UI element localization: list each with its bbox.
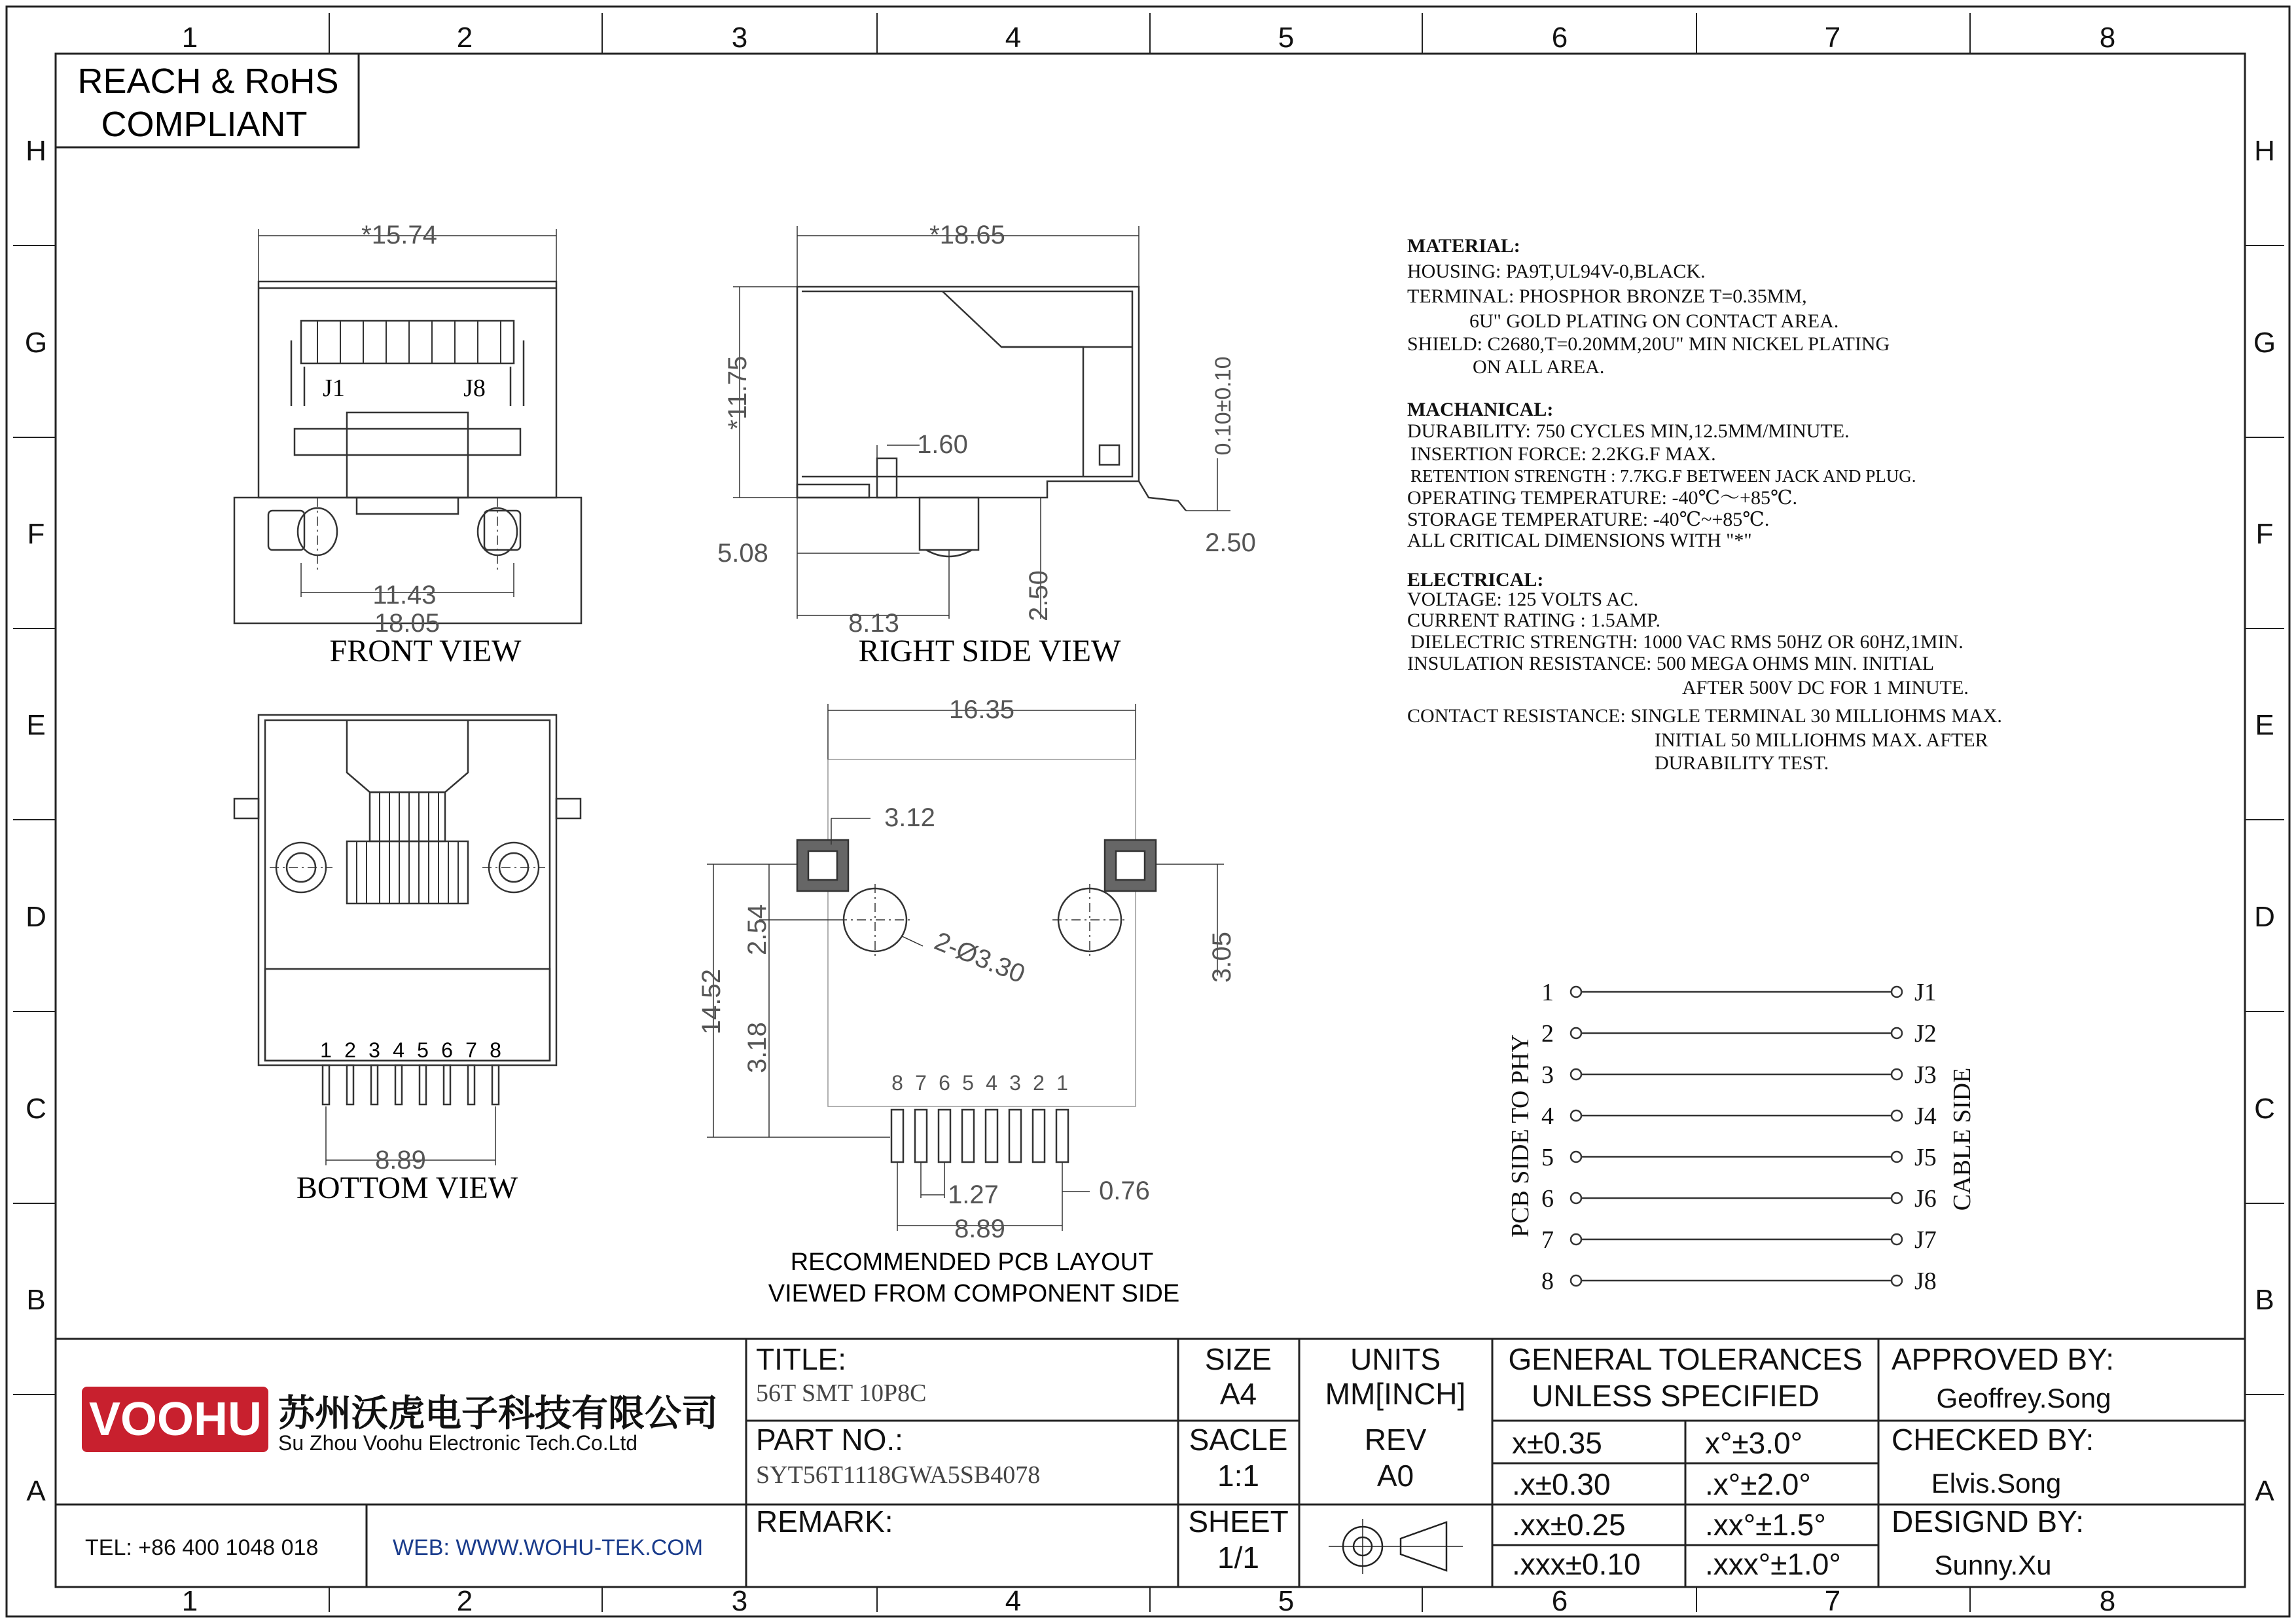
approved-label: APPROVED BY: <box>1892 1342 2115 1376</box>
bottom-pin-numbers <box>320 1038 501 1062</box>
checked-label: CHECKED BY: <box>1892 1423 2094 1457</box>
col-label-bottom: 2 <box>456 1585 473 1617</box>
col-label-bottom: 6 <box>1551 1585 1568 1617</box>
pcb-pad-span-dim: 8.89 <box>954 1214 1005 1243</box>
electrical-title: ELECTRICAL: <box>1407 569 1544 591</box>
scale-value: 1:1 <box>1217 1459 1259 1493</box>
wire-right-label: J7 <box>1914 1226 1937 1254</box>
bottom-pin-number: 3 <box>368 1038 380 1062</box>
wire-right-label: J6 <box>1914 1185 1937 1213</box>
right-post-len-dim: 2.50 <box>1024 570 1053 621</box>
pcb-label-line1: RECOMMENDED PCB LAYOUT <box>790 1249 1154 1276</box>
col-label-top: 2 <box>456 22 473 54</box>
right-post-pos-dim: 8.13 <box>848 609 899 638</box>
front-width-top-dim: *15.74 <box>361 221 437 249</box>
front-view-label: FRONT VIEW <box>329 634 522 668</box>
tolerance-linear: .x±0.30 <box>1512 1467 1611 1501</box>
tolerance-angular: .xx°±1.5° <box>1705 1508 1826 1542</box>
pcb-pad-offset-dim: 3.12 <box>884 803 935 832</box>
wire-left-number: 1 <box>1541 979 1554 1006</box>
bottom-pin-number: 2 <box>344 1038 356 1062</box>
tolerance-linear: .xx±0.25 <box>1512 1508 1626 1542</box>
units-value: MM[INCH] <box>1325 1377 1466 1411</box>
wire-right-label: J4 <box>1914 1103 1937 1130</box>
material-line: HOUSING: PA9T,UL94V-0,BLACK. <box>1407 261 1706 282</box>
pcb-pad-numbers <box>891 1071 1068 1095</box>
mechanical-line: DURABILITY: 750 CYCLES MIN,12.5MM/MINUTE. <box>1407 420 1850 442</box>
material-line: ON ALL AREA. <box>1473 356 1605 378</box>
pcb-pad-number: 6 <box>939 1071 950 1095</box>
material-title: MATERIAL: <box>1407 235 1520 257</box>
col-label-bottom: 5 <box>1278 1585 1295 1617</box>
electrical-line: VOLTAGE: 125 VOLTS AC. <box>1407 589 1639 610</box>
col-label-top: 3 <box>731 22 748 54</box>
pcb-side-label: PCB SIDE TO PHY <box>1507 1034 1534 1238</box>
electrical-line: CONTACT RESISTANCE: SINGLE TERMINAL 30 MILLIOHMS MAX. <box>1407 705 2002 727</box>
part-label: PART NO.: <box>756 1423 903 1457</box>
electrical-line: CURRENT RATING : 1.5AMP. <box>1407 610 1660 631</box>
grid-labels <box>25 22 2276 1617</box>
website-link[interactable]: WEB: WWW.WOHU-TEK.COM <box>393 1535 704 1560</box>
sheet-label: SHEET <box>1188 1504 1289 1539</box>
col-label-bottom: 7 <box>1824 1585 1841 1617</box>
pcb-pad-number: 2 <box>1033 1071 1045 1095</box>
col-label-top: 8 <box>2099 22 2116 54</box>
designed-value: Sunny.Xu <box>1934 1550 2052 1580</box>
row-label-left: C <box>26 1093 46 1125</box>
tolerance-title-line2: UNLESS SPECIFIED <box>1532 1379 1820 1413</box>
mechanical-line: OPERATING TEMPERATURE: -40℃～+85℃. <box>1407 487 1798 509</box>
row-label-right: C <box>2254 1093 2275 1125</box>
tolerance-angular: x°±3.0° <box>1705 1426 1803 1460</box>
right-side-view <box>733 226 1230 619</box>
electrical-line: INITIAL 50 MILLIOHMS MAX. AFTER <box>1655 729 1988 751</box>
sheet-value: 1/1 <box>1217 1541 1259 1575</box>
tolerance-angular: .x°±2.0° <box>1705 1467 1811 1501</box>
wire-right-label: J5 <box>1914 1144 1937 1171</box>
bottom-pin-number: 5 <box>417 1038 429 1062</box>
tolerance-linear: x±0.35 <box>1512 1426 1602 1460</box>
mechanical-title: MACHANICAL: <box>1407 399 1554 420</box>
row-label-left: H <box>26 135 46 167</box>
row-label-left: B <box>26 1284 46 1316</box>
row-label-right: G <box>2253 327 2276 359</box>
company-name-cn: 苏州沃虎电子科技有限公司 <box>278 1393 718 1434</box>
voohu-logo <box>82 1387 268 1452</box>
bottom-pin-number: 1 <box>320 1038 332 1062</box>
right-post-offset-dim: 5.08 <box>717 539 768 568</box>
wire-right-label: J2 <box>1914 1020 1937 1048</box>
pcb-pad-number: 4 <box>986 1071 997 1095</box>
cable-side-label: CABLE SIDE <box>1948 1067 1976 1211</box>
front-j8-label: J8 <box>463 374 486 402</box>
pcb-pad-number: 1 <box>1056 1071 1068 1095</box>
pcb-bottom-dim: 3.18 <box>743 1022 772 1073</box>
mechanical-line: STORAGE TEMPERATURE: -40℃~+85℃. <box>1407 509 1770 530</box>
pcb-pad-width-dim: 0.76 <box>1099 1176 1150 1205</box>
col-label-top: 4 <box>1005 22 1022 54</box>
col-label-bottom: 3 <box>731 1585 748 1617</box>
electrical-line: INSULATION RESISTANCE: 500 MEGA OHMS MIN. INITIAL <box>1407 653 1935 674</box>
wire-right-label: J8 <box>1914 1267 1937 1295</box>
material-line: TERMINAL: PHOSPHOR BRONZE T=0.35MM, <box>1407 285 1807 307</box>
row-label-right: D <box>2254 901 2275 933</box>
wire-right-label: J1 <box>1914 979 1937 1006</box>
col-label-top: 1 <box>181 22 198 54</box>
bottom-pin-number: 7 <box>465 1038 477 1062</box>
title-value: 56T SMT 10P8C <box>756 1379 927 1407</box>
compliance-line1: REACH & RoHS <box>77 62 339 101</box>
row-label-right: F <box>2255 518 2274 550</box>
col-label-top: 6 <box>1551 22 1568 54</box>
pcb-width-dim: 16.35 <box>948 695 1015 724</box>
mechanical-line: ALL CRITICAL DIMENSIONS WITH "*" <box>1407 530 1752 551</box>
wire-left-number: 3 <box>1541 1061 1554 1089</box>
bottom-pin-number: 4 <box>393 1038 404 1062</box>
title-label: TITLE: <box>756 1342 847 1376</box>
size-label: SIZE <box>1204 1342 1272 1376</box>
pcb-pad-number: 3 <box>1009 1071 1021 1095</box>
wire-left-number: 2 <box>1541 1020 1554 1048</box>
wire-left-number: 8 <box>1541 1267 1554 1295</box>
wire-right-label: J3 <box>1914 1061 1937 1089</box>
right-offset-dim: 0.10±0.10 <box>1211 356 1236 456</box>
designed-label: DESIGND BY: <box>1892 1504 2084 1539</box>
electrical-line: DURABILITY TEST. <box>1655 752 1829 774</box>
pcb-pad-number: 8 <box>891 1071 903 1095</box>
mechanical-line: RETENTION STRENGTH : 7.7KG.F BETWEEN JACK AND PLUG. <box>1410 466 1916 486</box>
pcb-pad-number: 7 <box>915 1071 927 1095</box>
row-label-left: D <box>26 901 46 933</box>
size-value: A4 <box>1219 1377 1257 1411</box>
bottom-pin-number: 6 <box>441 1038 453 1062</box>
projection-symbol-icon <box>1329 1519 1463 1574</box>
col-label-top: 7 <box>1824 22 1841 54</box>
right-depth-dim: *18.65 <box>929 221 1005 249</box>
rev-label: REV <box>1364 1423 1427 1457</box>
mechanical-line: INSERTION FORCE: 2.2KG.F MAX. <box>1410 443 1716 465</box>
right-tab-dim: 1.60 <box>917 430 968 459</box>
units-label: UNITS <box>1350 1342 1441 1376</box>
front-view <box>234 229 581 623</box>
row-label-left: A <box>26 1475 46 1507</box>
pcb-height-dim: 14.52 <box>697 968 726 1035</box>
front-post-spacing-dim: 11.43 <box>372 581 437 610</box>
row-label-right: H <box>2254 135 2275 167</box>
checked-value: Elvis.Song <box>1931 1468 2062 1499</box>
part-value: SYT56T1118GWA5SB4078 <box>756 1461 1041 1489</box>
compliance-line2: COMPLIANT <box>101 105 308 144</box>
material-line: 6U" GOLD PLATING ON CONTACT AREA. <box>1469 310 1839 332</box>
row-label-right: B <box>2255 1284 2274 1316</box>
bottom-pin-number: 8 <box>490 1038 501 1062</box>
row-label-right: E <box>2255 709 2274 741</box>
electrical-line: AFTER 500V DC FOR 1 MINUTE. <box>1682 677 1969 699</box>
compliance-box <box>56 54 359 147</box>
pcb-pitch-dim: 1.27 <box>948 1180 999 1209</box>
bottom-view <box>234 715 581 1165</box>
pcb-top-dim: 2.54 <box>743 904 772 955</box>
wire-left-number: 7 <box>1541 1226 1554 1254</box>
front-j1-label: J1 <box>323 374 345 402</box>
col-label-top: 5 <box>1278 22 1295 54</box>
telephone: TEL: +86 400 1048 018 <box>85 1535 319 1560</box>
row-label-left: E <box>26 709 46 741</box>
bottom-view-label: BOTTOM VIEW <box>296 1171 518 1205</box>
company-name-en: Su Zhou Voohu Electronic Tech.Co.Ltd <box>278 1431 638 1455</box>
specifications <box>1407 235 2002 774</box>
col-label-bottom: 1 <box>181 1585 198 1617</box>
electrical-line: DIELECTRIC STRENGTH: 1000 VAC RMS 50HZ OR 60HZ,1MIN. <box>1410 631 1964 653</box>
logo-text: VOOHU <box>88 1393 262 1446</box>
pcb-pad-number: 5 <box>962 1071 974 1095</box>
remark-label: REMARK: <box>756 1504 893 1539</box>
col-label-bottom: 8 <box>2099 1585 2116 1617</box>
approved-value: Geoffrey.Song <box>1936 1383 2111 1413</box>
tolerance-linear: .xxx±0.10 <box>1512 1547 1641 1581</box>
scale-label: SACLE <box>1189 1423 1288 1457</box>
front-width-bottom-dim: 18.05 <box>374 609 440 638</box>
pcb-hole-dim: 2-Ø3.30 <box>930 926 1030 989</box>
right-tail-dim: 2.50 <box>1205 528 1256 557</box>
right-view-label: RIGHT SIDE VIEW <box>858 634 1121 668</box>
tolerance-title-line1: GENERAL TOLERANCES <box>1508 1342 1863 1376</box>
row-label-left: F <box>27 518 45 550</box>
wire-left-number: 5 <box>1541 1144 1554 1171</box>
row-label-right: A <box>2255 1475 2274 1507</box>
pcb-right-dim: 3.05 <box>1208 932 1236 983</box>
wiring-diagram <box>1571 987 1902 1286</box>
wire-left-number: 6 <box>1541 1185 1554 1213</box>
material-line: SHIELD: C2680,T=0.20MM,20U" MIN NICKEL PLATING <box>1407 333 1890 355</box>
rev-value: A0 <box>1376 1459 1414 1493</box>
pcb-label-line2: VIEWED FROM COMPONENT SIDE <box>768 1280 1180 1307</box>
wire-left-number: 4 <box>1541 1103 1554 1130</box>
right-height-dim: *11.75 <box>723 356 752 430</box>
wiring-labels <box>1507 979 1976 1295</box>
bottom-pin-span-dim: 8.89 <box>375 1146 426 1175</box>
tolerance-angular: .xxx°±1.0° <box>1705 1547 1841 1581</box>
col-label-bottom: 4 <box>1005 1585 1022 1617</box>
row-label-left: G <box>24 327 48 359</box>
